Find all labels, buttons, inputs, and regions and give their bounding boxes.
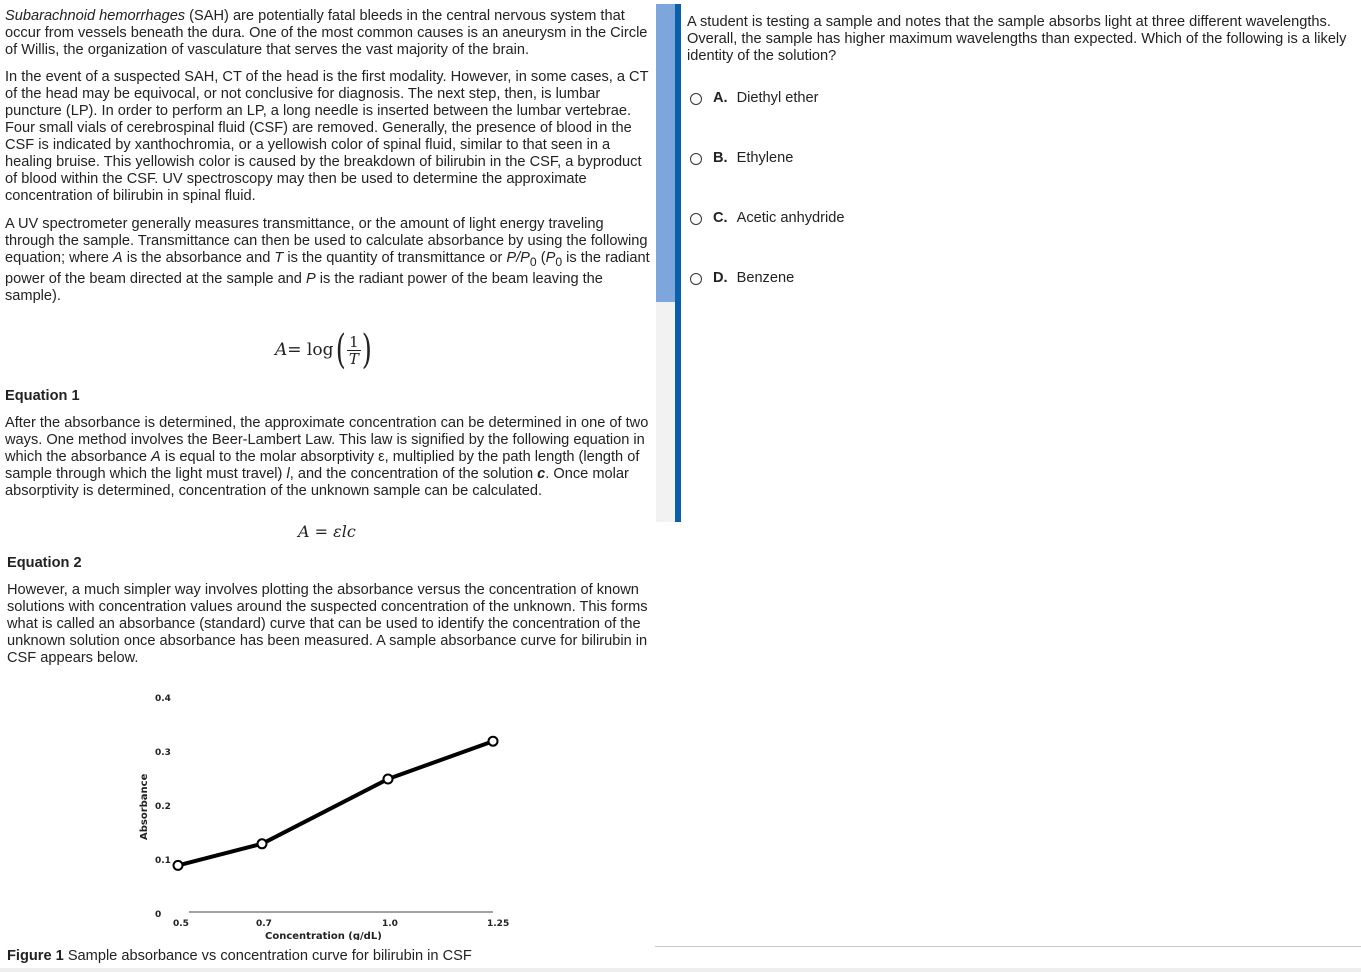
data-point [258,839,267,848]
passage-paragraph-1: Subarachnoid hemorrhages (SAH) are potentially fatal bleeds in the central nervous system that occur from vessels beneath the dura. One of the most common causes is an aneurysm in the Circle of Willis, the organization of vasculature that serves the vast majority of the brain. [5,8,648,58]
y-tick-label: 0.1 [155,856,171,866]
choice-letter: B. [713,150,728,166]
choice-text: Acetic anhydride [736,210,845,226]
answer-choice-b[interactable] [690,150,793,167]
y-tick-label: 0.2 [155,802,171,812]
y-tick-label: 0.3 [155,748,171,758]
radio-button-icon[interactable] [690,93,702,105]
radio-button-icon[interactable] [690,273,702,285]
equation-1: A = log ( $\frac{1}{T}$ ) [275,327,372,373]
term-sah: Subarachnoid hemorrhages [5,8,186,24]
answer-choice-a[interactable] [690,90,819,107]
data-point [489,737,498,746]
choice-text: Diethyl ether [736,90,819,106]
x-axis-title: Concentration (g/dL) [265,931,382,940]
radio-button-icon[interactable] [690,153,702,165]
x-tick-label: 1.0 [382,919,398,929]
equation-2-label: Equation 2 [7,555,82,571]
x-tick-label: 0.7 [256,919,272,929]
choice-letter: D. [713,270,728,286]
x-tick-label: 0.5 [173,919,189,929]
y-tick-label: 0 [155,910,162,920]
radio-button-icon[interactable] [690,213,702,225]
choice-text: Benzene [736,270,795,286]
y-axis-title: Absorbance [139,773,150,840]
y-tick-label: 0.4 [155,694,171,704]
choice-text: Ethylene [736,150,794,166]
absorbance-chart [125,678,515,940]
bottom-bar [0,968,1361,972]
equation-1-label: Equation 1 [5,388,80,404]
equation-2: A = εlc [298,522,356,541]
bottom-divider [655,946,1361,947]
answer-choice-c[interactable] [690,210,845,227]
answer-choice-d[interactable] [690,270,794,287]
passage-paragraph-3: A UV spectrometer generally measures transmittance, or the amount of light energy traveling through the sample. Transmittance can then be used to calculate absorbance by using the following equation; where A is the absorbance and T is the quantity of transmittance or $P/P_0$ ($P_0$ is the radiant power of the beam directed at the sample and P is the radiant power of the beam leaving the sample). [5,216,650,304]
passage-paragraph-4: After the absorbance is determined, the approximate concentration can be determined in one of two ways. One method involves the Beer-Lambert Law. This law is signified by the following equation in which the absorbance A is equal to the molar absorptivity ε, multiplied by the path length (length of sample through which the light must travel) l, and the concentration of the solution c. Once molar absorptivity is determined, concentration of the unknown sample can be calculated. [5,415,649,499]
passage-scrollbar[interactable] [656,4,676,522]
passage-paragraph-5: However, a much simpler way involves plotting the absorbance versus the concentration of known solutions with concentration values around the suspected concentration of the unknown. This forms what is called an absorbance (standard) curve that can be used to identify the concentration of the unknown solution once absorbance has been measured. A sample absorbance curve for bilirubin in CSF appears below. [7,582,648,666]
data-point [384,775,393,784]
passage-paragraph-2: In the event of a suspected SAH, CT of the head is the first modality. However, in some cases, a CT of the head may be equivocal, or not conclusive for diagnosis. The next step, then, is lumbar puncture (LP). In order to perform an LP, a long needle is inserted between the lumbar vertebrae. Four small vials of cerebrospinal fluid (CSF) are removed. Generally, the presence of blood in the CSF is indicated by xanthochromia, or a yellowish color of spinal fluid, similar to that seen in a healing bruise. This yellowish color is caused by the breakdown of bilirubin in the CSF, a byproduct of blood within the CSF. UV spectroscopy may then be used to determine the approximate concentration of bilirubin in spinal fluid. [5,69,649,204]
question-stem: A student is testing a sample and notes that the sample absorbs light at three different wavelengths. Overall, the sample has higher maximum wavelengths than expected. Which of the following is a likely identity of the solution? [687,14,1347,64]
choice-letter: A. [713,90,728,106]
series-line [178,741,493,865]
x-tick-label: 1.25 [487,919,510,929]
scrollbar-thumb[interactable] [656,4,676,302]
figure-caption: Figure 1 Sample absorbance vs concentration curve for bilirubin in CSF [7,948,472,964]
choice-letter: C. [713,210,728,226]
panel-divider[interactable] [675,4,681,522]
data-point [174,861,183,870]
